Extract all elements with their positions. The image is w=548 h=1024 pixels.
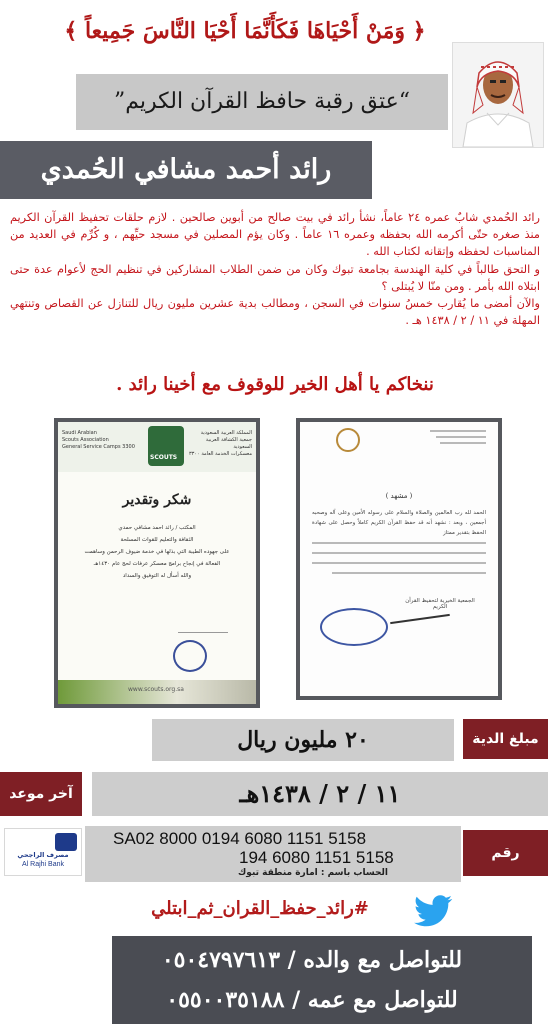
- bank-logo-icon: [55, 833, 77, 851]
- blood-money-label: مبلغ الدية: [463, 719, 548, 759]
- certificate-line-1: المكتب / رائد احمد مشافي حمدي: [118, 525, 196, 531]
- iban-text[interactable]: SA02 8000 0194 6080 1151 5158: [113, 829, 367, 848]
- letter-footer: الجمعية الخيرية لتحفيظ القرآن الكريم: [405, 598, 475, 610]
- appeal-heading: ننخاكم يا أهل الخير للوقوف مع أخينا رائد .: [116, 374, 434, 395]
- quran-verse: ﴿ وَمَنْ أَحْيَاهَا فَكَأَنَّمَا أَحْيَا النَّاسَ جَمِيعاً ﴾: [64, 18, 426, 44]
- hashtag-text[interactable]: #رائد_حفظ_القران_ثم_ابتلي: [151, 898, 369, 919]
- org-name-en-1: Saudi Arabian: [62, 430, 97, 436]
- org-name-en-2: Scouts Association: [62, 437, 109, 443]
- bank-name-en: Al Rajhi Bank: [21, 861, 65, 868]
- person-portrait-icon: [453, 43, 543, 147]
- signature-stroke: [390, 614, 450, 624]
- org-name-en-3: General Service Camps 3300: [62, 444, 135, 450]
- website-text: www.scouts.org.sa: [128, 686, 184, 693]
- certificate-title: شكر وتقدير: [122, 492, 192, 508]
- certificate-line-4: الفعالة في إنجاح برامج معسكر عرفات لحج عام ١٤٣٠هـ: [93, 561, 221, 567]
- certificate-line-2: الثقافة والتعليم للقوات المسلحة: [120, 537, 194, 543]
- deadline-label: آخر موعد: [0, 772, 82, 816]
- story-paragraph-3: والآن أمضى ما يُقارب خمسُ سنوات في السجن ، ومطالب بدية عشرين مليون ريال للتنازل عن القصاص وتنتهي المهلة في ١١ / ٢ / ١٤٣٨ هـ .: [10, 297, 540, 328]
- blood-money-value: ٢٠ مليون ريال: [152, 719, 454, 761]
- contact-uncle[interactable]: للتواصل مع عمه / ٠٥٥٠٠٣٥١٨٨: [166, 987, 458, 1013]
- account-holder: الحساب باسم : امارة منطقة تبوك: [238, 868, 388, 878]
- scouts-label: SCOUTS: [150, 454, 178, 461]
- contact-father[interactable]: للتواصل مع والده / ٠٥٠٤٧٩٧٦١٣: [161, 947, 463, 973]
- letter-heading: ( مشهد ): [385, 492, 413, 500]
- story-paragraph-2: و التحق طالباً في كلية الهندسة بجامعة تبوك وكان من ضمن الطلاب المشاركين في تنظيم الحج لأعوام عدة حتى ابتلاه الله بأمر . ومن منّا لا يُبتلى ؟: [10, 262, 540, 293]
- account-number-text[interactable]: 194 6080 1151 5158: [239, 848, 394, 867]
- seal-icon: [336, 428, 360, 452]
- official-stamp-icon: [320, 608, 388, 646]
- stamp-icon: [173, 640, 207, 672]
- slogan-banner: “عتق رقبة حافظ القرآن الكريم”: [76, 74, 448, 130]
- account-label: رقم الحساب: [463, 830, 548, 876]
- story-paragraph-1: رائد الحُمدي شابٌ عمره ٢٤ عاماً، نشأ رائد في بيت صالح من أبوين صالحين . لازم حلقات تحفيظ القرآن الكريم منذ صغره حتّى أكرمه الله بحفظه وعمره ١٦ عاماً . وكان يؤم المصلين في مسجد حيِّهم ، و كُرِّم في العديد من المناسبات لحفظه وإتقانه لكتاب الله .: [10, 211, 540, 259]
- twitter-bird-icon: [414, 894, 454, 928]
- scouts-certificate: [54, 418, 260, 708]
- account-details: [85, 826, 461, 882]
- letter-body: الحمد لله رب العالمين والصلاة والسلام على رسوله الأمين وعلى آله وصحبه أجمعين ، وبعد : نشهد أنه قد حفظ القرآن الكريم كاملاً وحصل على شهادة الحفظ بتقدير ممتاز: [312, 510, 486, 536]
- org-name-line: جمعية الكشافة العربية السعودية: [205, 437, 252, 450]
- org-name-line: معسكرات الخدمة العامة ٣٣٠٠: [188, 451, 252, 457]
- deadline-value: ١١ / ٢ / ١٤٣٨هـ: [92, 772, 548, 816]
- certificate-line-3: على جهوده الطيبة التي بذلها في خدمة ضيوف الرحمن وساهمت: [84, 549, 230, 555]
- bank-name-ar: مصرف الراجحي: [17, 851, 69, 859]
- quran-memorization-letter: [296, 418, 502, 700]
- contacts-panel: [112, 936, 532, 1024]
- person-name-banner: رائد أحمد مشافي الحُمدي: [0, 141, 372, 199]
- profile-photo: [452, 42, 544, 148]
- story-text: [10, 209, 540, 329]
- al-rajhi-logo: [4, 828, 82, 876]
- certificate-line-5: والله أسأل له التوفيق والسداد: [122, 573, 192, 579]
- org-name-line: المملكة العربية السعودية: [200, 430, 252, 436]
